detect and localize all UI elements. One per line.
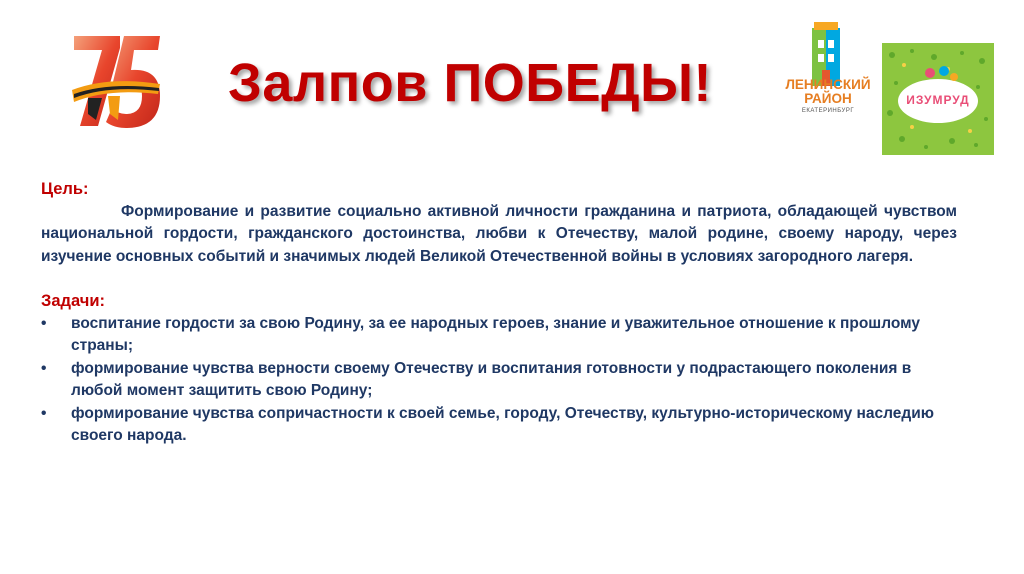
task-text: воспитание гордости за свою Родину, за ее народных героев, знание и уважительное отношение к прошлому страны; [71,314,920,354]
district-name-line2: РАЙОН [804,91,852,106]
izumrud-logo [882,43,994,155]
list-item [41,313,957,358]
bullet: • [41,359,47,377]
section-spacer [41,268,957,290]
list-item [41,358,957,403]
number-75-ribbon-icon [68,28,164,138]
district-city: ЕКАТЕРИНБУРГ [801,108,855,114]
task-text: формирование чувства верности своему Отечеству и воспитания готовности у подрастающего поколения в любой момент защитить свою Родину; [71,359,912,399]
tasks-list [41,313,957,448]
tasks-heading: Задачи: [41,292,105,310]
bullet: • [41,314,47,332]
izumrud-logo-text: ИЗУМРУД [906,93,970,107]
task-text: формирование чувства сопричастности к своей семье, городу, Отечеству, культурно-историческому наследию своего народа. [71,404,934,444]
anniversary-75-logo [68,28,164,138]
district-name-line1: ЛЕНИНСКИЙ [785,77,871,92]
goal-text: Формирование и развитие социально активной личности гражданина и патриота, обладающей чувством национальной гордости, гражданского достоинства, любви к Отечеству, малой родине, своему народу, через изучение основных событий и значимых людей Великой Отечественной войны в условиях загородного лагеря. [41,202,957,265]
list-item [41,403,957,448]
district-name [778,78,878,106]
main-content [41,178,957,448]
goal-heading: Цель: [41,180,89,198]
bullet: • [41,404,47,422]
page-title: Залпов ПОБЕДЫ! [228,53,712,113]
